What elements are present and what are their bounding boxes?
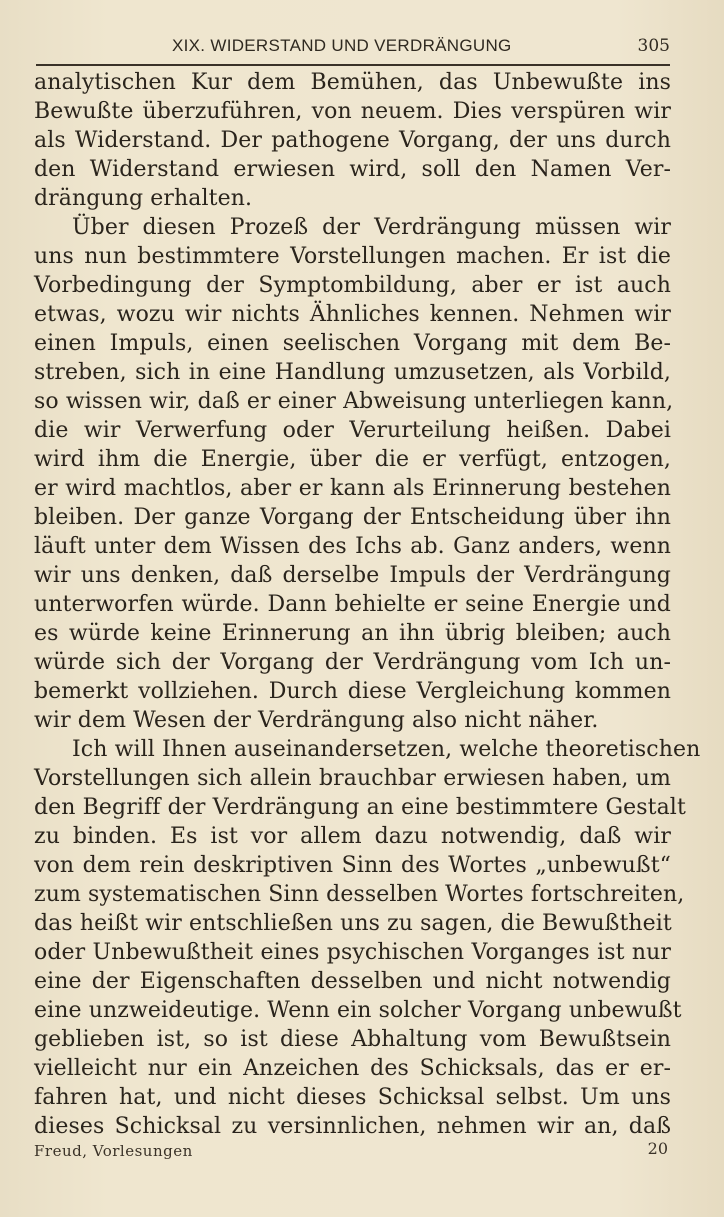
text-line: dieses Schicksal zu versinnlichen, nehmen wir an, daß	[34, 1114, 671, 1139]
sheet-number: 20	[647, 1139, 668, 1158]
text-line: geblieben ist, so ist diese Abhaltung vom Bewußtsein	[34, 1027, 671, 1052]
text-line: von dem rein deskriptiven Sinn des Wortes „unbewußt“	[34, 853, 671, 878]
text-line: uns nun bestimmtere Vorstellungen machen. Er ist die	[34, 244, 671, 269]
text-line: Vorstellungen sich allein brauchbar erwiesen haben, um	[34, 766, 671, 791]
text-line: er wird machtlos, aber er kann als Erinnerung bestehen	[34, 476, 671, 501]
page-header	[36, 34, 670, 66]
text-line: läuft unter dem Wissen des Ichs ab. Ganz anders, wenn	[34, 534, 671, 559]
body-text	[34, 68, 701, 1141]
text-line: oder Unbewußtheit eines psychischen Vorganges ist nur	[34, 940, 671, 965]
page-number: 305	[637, 36, 670, 56]
text-line: bleiben. Der ganze Vorgang der Entscheidung über ihn	[34, 505, 671, 530]
text-line: vielleicht nur ein Anzeichen des Schicksals, das er er-	[34, 1056, 671, 1081]
text-line: es würde keine Erinnerung an ihn übrig bleiben; auch	[34, 621, 671, 646]
text-line: unterworfen würde. Dann behielte er seine Energie und	[34, 592, 671, 617]
text-line: Ich will Ihnen auseinandersetzen, welche theoretischen	[72, 737, 701, 762]
text-line: Vorbedingung der Symptombildung, aber er ist auch	[34, 273, 671, 298]
text-line: streben, sich in eine Handlung umzusetzen, als Vorbild,	[34, 360, 671, 385]
text-line: wird ihm die Energie, über die er verfügt, entzogen,	[34, 447, 671, 472]
text-line: etwas, wozu wir nichts Ähnliches kennen. Nehmen wir	[34, 302, 671, 327]
text-line: bemerkt vollziehen. Durch diese Vergleichung kommen	[34, 679, 671, 704]
text-line: die wir Verwerfung oder Verurteilung heißen. Dabei	[34, 418, 671, 443]
text-line: den Begriff der Verdrängung an eine bestimmtere Gestalt	[34, 795, 686, 820]
text-line: wir dem Wesen der Verdrängung also nicht näher.	[34, 708, 599, 733]
text-line: eine der Eigenschaften desselben und nicht notwendig	[34, 969, 671, 994]
text-line: wir uns denken, daß derselbe Impuls der Verdrängung	[34, 563, 671, 588]
text-line: das heißt wir entschließen uns zu sagen, die Bewußtheit	[34, 911, 672, 936]
text-line: zum systematischen Sinn desselben Wortes fortschreiten,	[34, 882, 685, 907]
text-line: einen Impuls, einen seelischen Vorgang mit dem Be-	[34, 331, 671, 356]
running-head: XIX. WIDERSTAND UND VERDRÄNGUNG	[172, 36, 512, 55]
text-line: fahren hat, und nicht dieses Schicksal selbst. Um uns	[34, 1085, 671, 1110]
text-line: drängung erhalten.	[34, 186, 253, 211]
signature-mark: Freud, Vorlesungen	[34, 1142, 193, 1160]
text-line: eine unzweideutige. Wenn ein solcher Vorgang unbewußt	[34, 998, 682, 1023]
text-line: Bewußte überzuführen, von neuem. Dies verspüren wir	[34, 99, 671, 124]
text-line: zu binden. Es ist vor allem dazu notwendig, daß wir	[34, 824, 671, 849]
text-line: so wissen wir, daß er einer Abweisung unterliegen kann,	[34, 389, 674, 414]
text-line: würde sich der Vorgang der Verdrängung vom Ich un-	[34, 650, 671, 675]
text-line: den Widerstand erwiesen wird, soll den Namen Ver-	[34, 157, 671, 182]
text-line: analytischen Kur dem Bemühen, das Unbewußte ins	[34, 70, 671, 95]
text-line: als Widerstand. Der pathogene Vorgang, der uns durch	[34, 128, 671, 153]
text-line: Über diesen Prozeß der Verdrängung müssen wir	[72, 215, 671, 240]
